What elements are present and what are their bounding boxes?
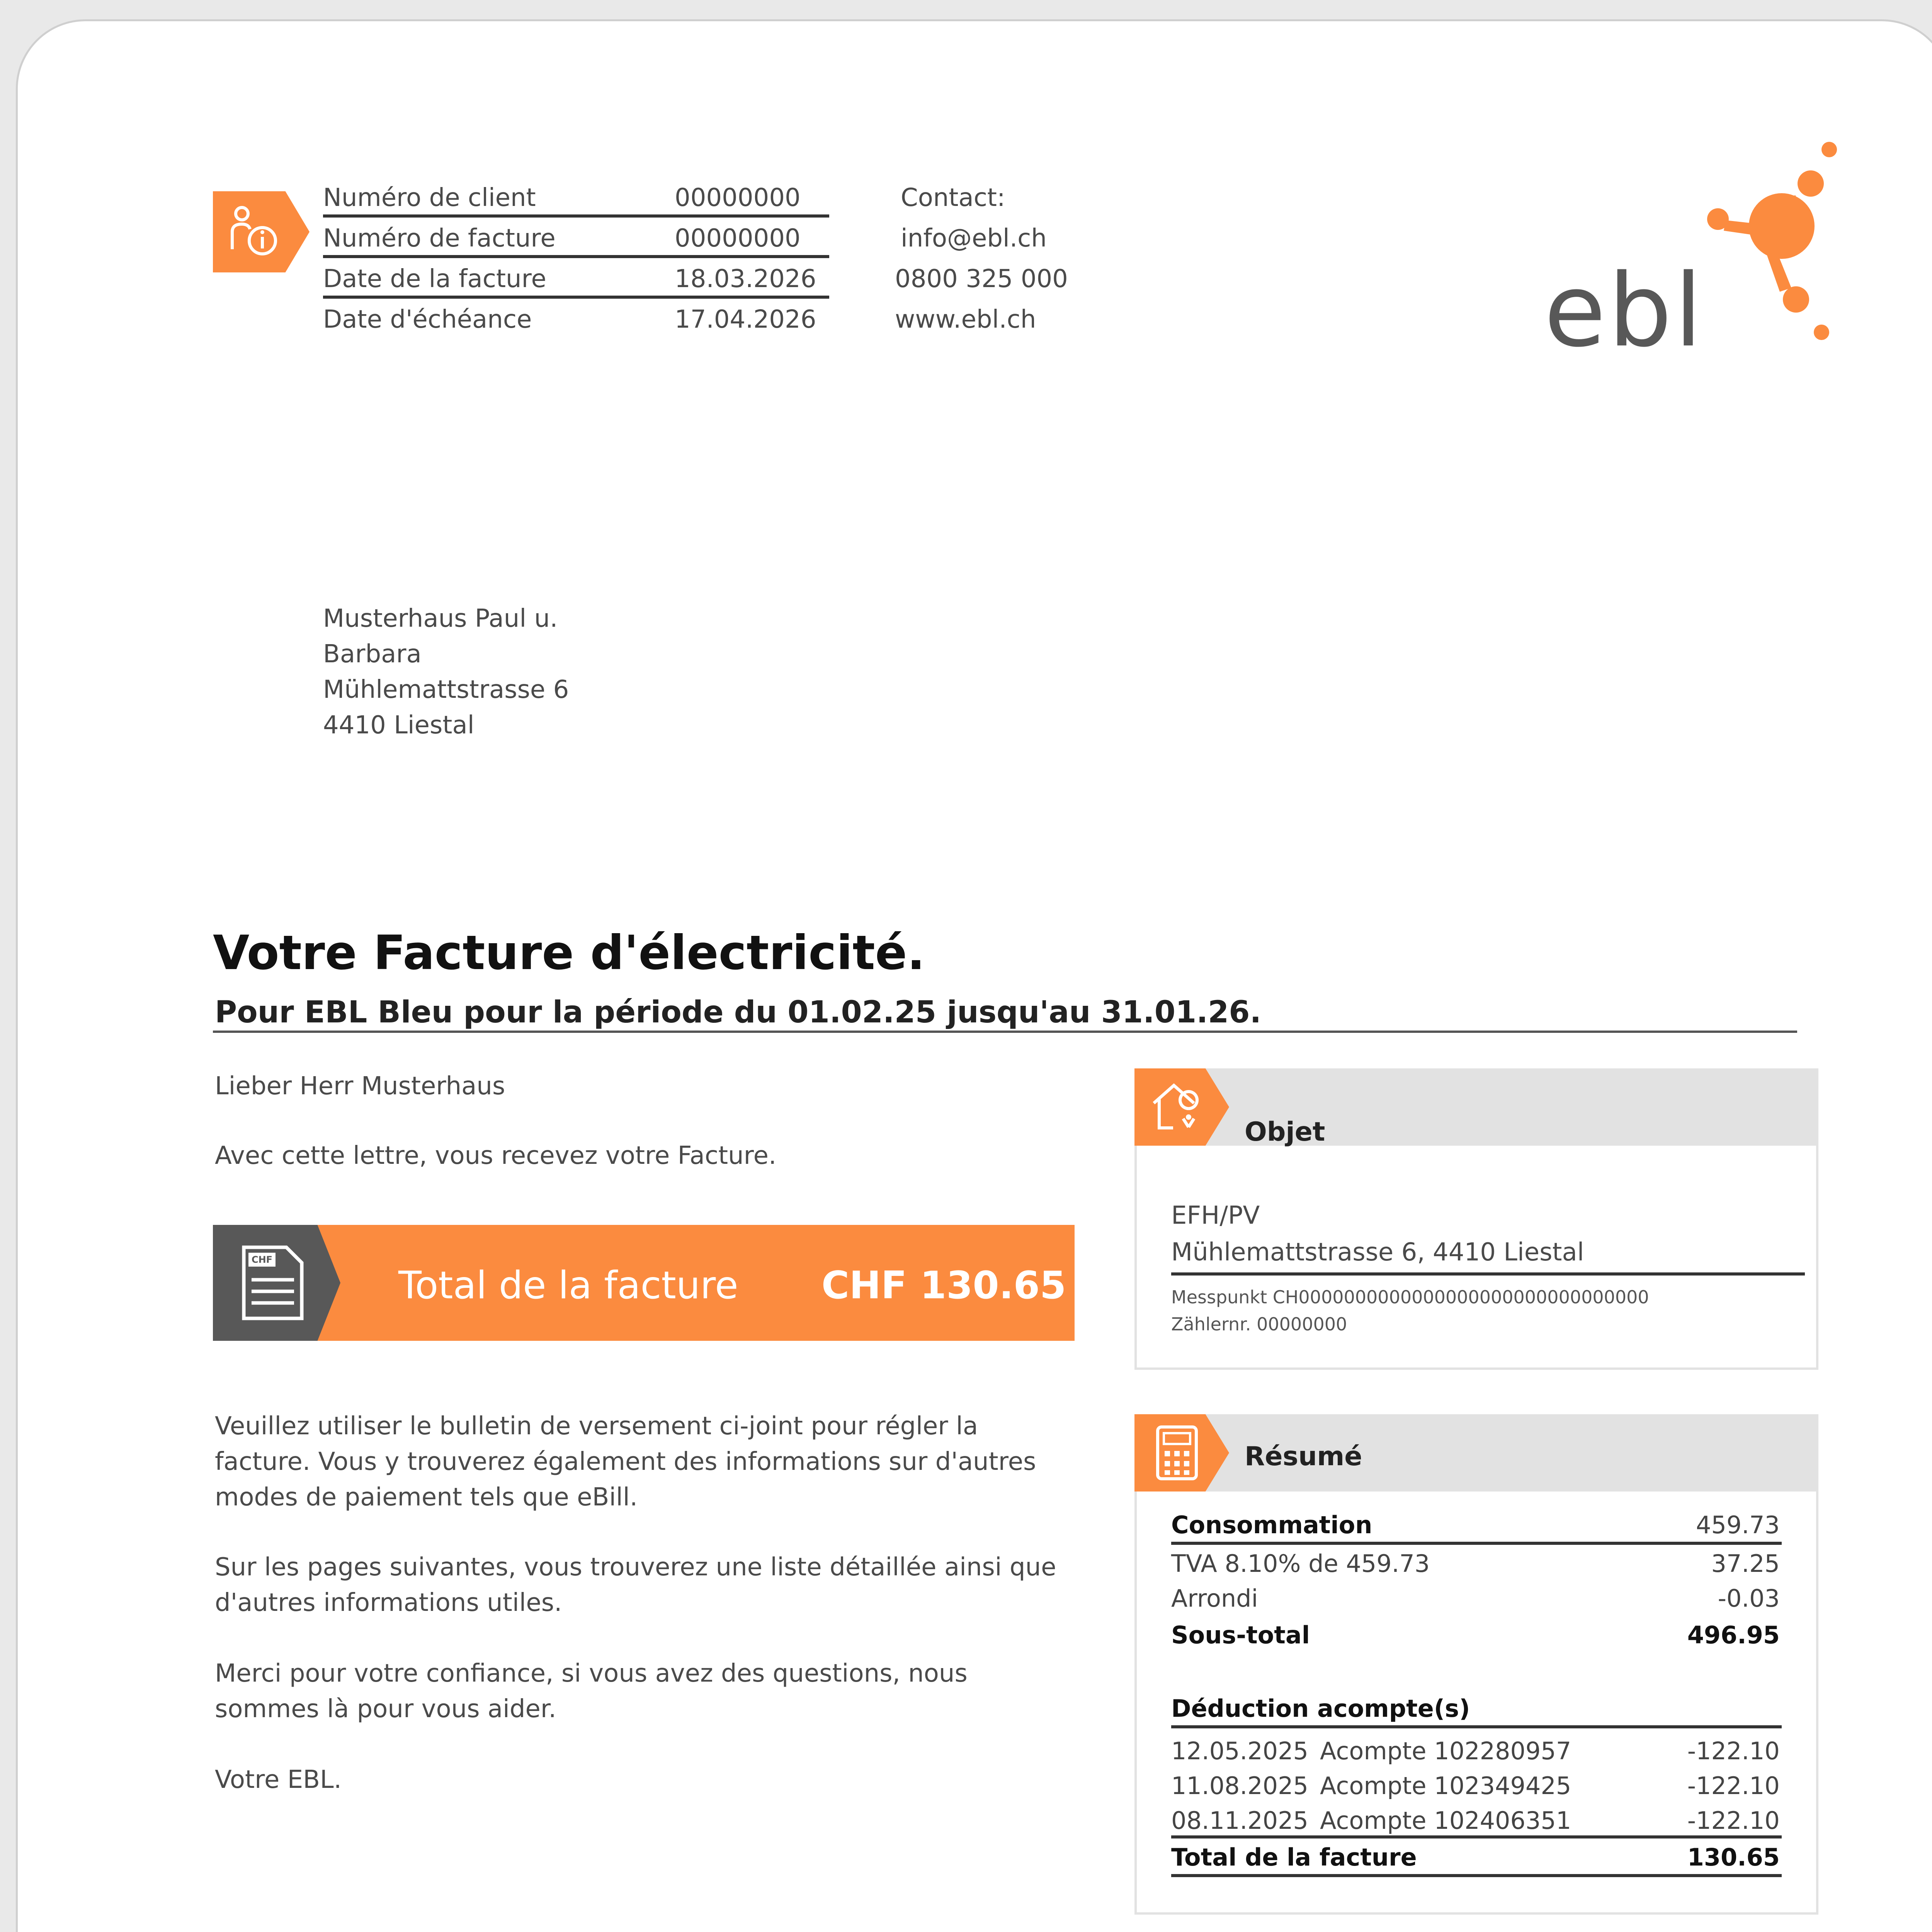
divider bbox=[323, 255, 829, 258]
objet-messpunkt: Messpunkt CH0000000000000000000000000000000 bbox=[1171, 1287, 1649, 1308]
deduction-label: Acompte 102406351 bbox=[1320, 1806, 1571, 1835]
deduction-date: 11.08.2025 bbox=[1171, 1772, 1308, 1800]
details-paragraph bbox=[215, 1549, 1056, 1621]
address-line: 4410 Liestal bbox=[323, 711, 474, 740]
text-line: Merci pour votre confiance, si vous avez des questions, nous bbox=[215, 1659, 968, 1688]
deduction-date: 08.11.2025 bbox=[1171, 1806, 1308, 1835]
address-line: Musterhaus Paul u. bbox=[323, 604, 558, 633]
total-banner-icon-block bbox=[213, 1225, 340, 1341]
resume-row-label: Sous-total bbox=[1171, 1621, 1310, 1649]
contact-website[interactable]: www.ebl.ch bbox=[895, 305, 1036, 334]
objet-heading: Objet bbox=[1245, 1117, 1325, 1147]
chf-icon-text: CHF bbox=[251, 1254, 273, 1265]
resume-total-label: Total de la facture bbox=[1171, 1843, 1417, 1871]
resume-header bbox=[1134, 1414, 1818, 1492]
resume-row-value: 37.25 bbox=[1711, 1549, 1780, 1578]
recipient-address bbox=[323, 601, 569, 743]
objet-type: EFH/PV bbox=[1171, 1201, 1260, 1230]
resume-row-label: Arrondi bbox=[1171, 1584, 1258, 1612]
resume-row-value: -0.03 bbox=[1718, 1584, 1780, 1612]
resume-row-label: TVA 8.10% de 459.73 bbox=[1171, 1549, 1430, 1578]
deduction-value: -122.10 bbox=[1687, 1806, 1780, 1835]
house-pin-icon bbox=[1150, 1080, 1204, 1134]
text-line: sommes là pour vous aider. bbox=[215, 1695, 556, 1723]
address-line: Mühlemattstrasse 6 bbox=[323, 675, 569, 704]
address-line: Barbara bbox=[323, 640, 422, 668]
objet-divider bbox=[1171, 1272, 1805, 1276]
resume-row-value: 496.95 bbox=[1687, 1621, 1780, 1649]
resume-total-value: 130.65 bbox=[1687, 1843, 1780, 1871]
logo-text: ebl bbox=[1544, 253, 1705, 369]
divider bbox=[323, 296, 829, 299]
resume-row-value: 459.73 bbox=[1696, 1511, 1780, 1539]
resume-divider bbox=[1171, 1835, 1782, 1838]
client-number-label: Numéro de client bbox=[323, 184, 536, 212]
divider bbox=[323, 214, 829, 218]
due-date-value: 17.04.2026 bbox=[675, 305, 816, 334]
page-subtitle: Pour EBL Bleu pour la période du 01.02.25 jusqu'au 31.01.26. bbox=[215, 995, 1262, 1030]
total-banner-amount: CHF 130.65 bbox=[821, 1264, 1066, 1308]
text-line: Veuillez utiliser le bulletin de versement ci-joint pour régler la bbox=[215, 1412, 978, 1440]
resume-divider bbox=[1171, 1542, 1782, 1545]
deduction-value: -122.10 bbox=[1687, 1772, 1780, 1800]
contact-email[interactable]: info@ebl.ch bbox=[901, 224, 1047, 253]
deduction-label: Acompte 102280957 bbox=[1320, 1737, 1571, 1765]
intro-text: Avec cette lettre, vous recevez votre Facture. bbox=[215, 1141, 777, 1170]
greeting: Lieber Herr Musterhaus bbox=[215, 1072, 505, 1100]
deduction-date: 12.05.2025 bbox=[1171, 1737, 1308, 1765]
resume-divider bbox=[1171, 1874, 1782, 1877]
page-title: Votre Facture d'électricité. bbox=[213, 925, 925, 980]
objet-address: Mühlemattstrasse 6, 4410 Liestal bbox=[1171, 1238, 1584, 1267]
invoice-date-label: Date de la facture bbox=[323, 265, 546, 293]
due-date-label: Date d'échéance bbox=[323, 305, 532, 334]
objet-zaehler: Zählernr. 00000000 bbox=[1171, 1314, 1347, 1335]
deduction-label: Acompte 102349425 bbox=[1320, 1772, 1571, 1800]
resume-row-label: Consommation bbox=[1171, 1511, 1372, 1539]
person-info-icon bbox=[224, 203, 282, 261]
deduction-value: -122.10 bbox=[1687, 1737, 1780, 1765]
client-info-tag bbox=[213, 191, 310, 272]
invoice-number-label: Numéro de facture bbox=[323, 224, 556, 253]
text-line: modes de paiement tels que eBill. bbox=[215, 1483, 638, 1512]
invoice-number-value: 00000000 bbox=[675, 224, 801, 253]
title-divider bbox=[213, 1031, 1797, 1033]
contact-label: Contact: bbox=[901, 184, 1005, 212]
contact-phone[interactable]: 0800 325 000 bbox=[895, 265, 1068, 293]
payment-paragraph bbox=[215, 1408, 1036, 1515]
text-line: Sur les pages suivantes, vous trouverez une liste détaillée ainsi que bbox=[215, 1553, 1056, 1582]
objet-header bbox=[1134, 1068, 1818, 1146]
client-number-value: 00000000 bbox=[675, 184, 801, 212]
total-banner-label: Total de la facture bbox=[398, 1264, 738, 1308]
chf-document-icon bbox=[240, 1244, 306, 1321]
resume-heading: Résumé bbox=[1245, 1441, 1362, 1472]
ebl-logo bbox=[1544, 133, 1872, 381]
invoice-date-value: 18.03.2026 bbox=[675, 265, 816, 293]
text-line: facture. Vous y trouverez également des informations sur d'autres bbox=[215, 1447, 1036, 1476]
closing: Votre EBL. bbox=[215, 1765, 342, 1794]
calculator-icon bbox=[1154, 1424, 1200, 1482]
thanks-paragraph bbox=[215, 1656, 968, 1727]
invoice-page bbox=[16, 19, 1932, 1932]
text-line: d'autres informations utiles. bbox=[215, 1588, 562, 1617]
deduction-heading: Déduction acompte(s) bbox=[1171, 1694, 1470, 1723]
resume-divider bbox=[1171, 1725, 1782, 1728]
